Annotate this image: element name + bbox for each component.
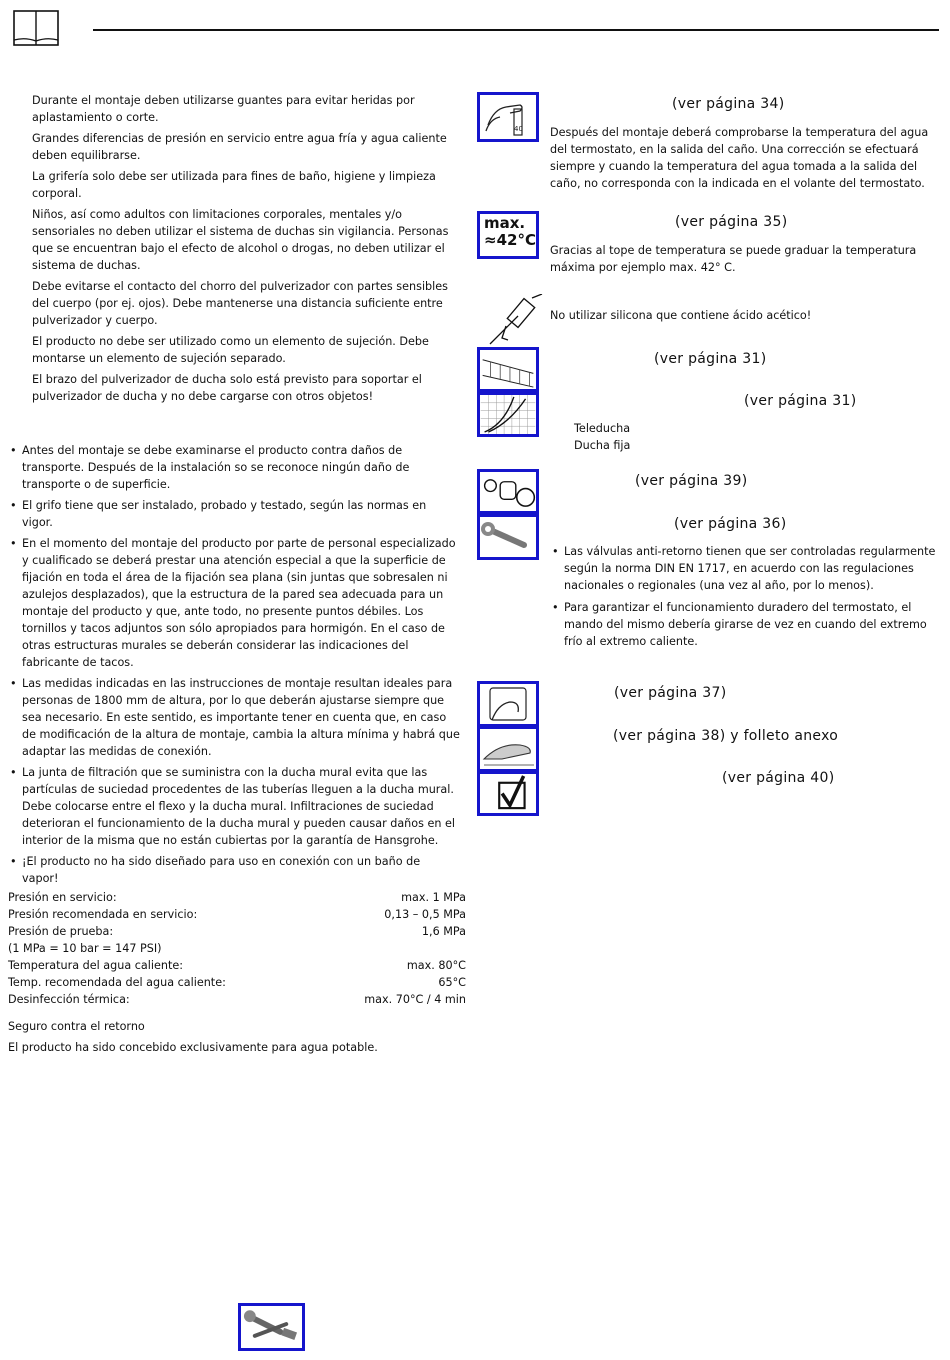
tools-icon	[238, 1303, 305, 1351]
max-temperature-icon	[477, 211, 539, 259]
cleaning-hand-icon	[477, 726, 539, 772]
flow-label: Teleducha	[574, 422, 631, 435]
flow-labels	[574, 420, 630, 454]
warning-text: El producto no debe ser utilizado como un elemento de sujeción. Debe montarse un elemento de sujeción separado.	[32, 335, 429, 365]
warning-text: El brazo del pulverizador de ducha solo está previsto para soportar el pulverizador de ducha y no debe cargarse con otros objetos!	[32, 373, 422, 403]
spec-label: Temperatura del agua caliente:	[8, 959, 183, 972]
spec-label: Temp. recomendada del agua caliente:	[8, 976, 226, 989]
spec-label: Presión recomendada en servicio:	[8, 908, 198, 921]
silicone-gun-icon	[488, 294, 546, 346]
spec-label: Presión en servicio:	[8, 891, 117, 904]
flow-diagram-icon	[477, 392, 539, 437]
page-reference: (ver página 31)	[654, 351, 767, 367]
flow-label: Ducha fija	[574, 439, 631, 452]
svg-text:40: 40	[514, 125, 523, 133]
list-item: • La junta de filtración que se suministra con la ducha mural evita que las partículas de suciedad procedentes de las tuberías lleguen a la ducha mural. Debe colocarse entre el flexo y la ducha mural. Infiltraciones de suciedad deterioran el funcionamiento de la ducha mural y pueden causar daños en el interior de la misma que no están cubiertas por la garantía de Hansgrohe.	[8, 764, 460, 849]
list-item: • Antes del montaje se debe examinarse el producto contra daños de transporte. Después de la instalación so se reconoce ningún daño de transporte o de superficie.	[8, 442, 460, 493]
list-item: • Para garantizar el funcionamiento duradero del termostato, el mando del mismo debería girarse de vez en cuando del extremo frío al extremo caliente.	[550, 599, 942, 650]
measurement-ruler-icon	[477, 347, 539, 392]
warning-text: Durante el montaje deben utilizarse guantes para evitar heridas por aplastamiento o corte.	[32, 94, 415, 124]
potable-water-note: El producto ha sido concebido exclusivamente para agua potable.	[8, 1041, 378, 1054]
page-reference: (ver página 35)	[675, 214, 788, 230]
technical-data	[8, 889, 466, 1056]
spec-label: Desinfección térmica:	[8, 993, 130, 1006]
warning-text: La grifería solo debe ser utilizada para fines de baño, higiene y limpieza corporal.	[32, 170, 436, 200]
maintenance-notes	[550, 543, 942, 655]
warning-text: Debe evitarse el contacto del chorro del pulverizador con partes sensibles del cuerpo (por ej. ojos). Debe mantenerse una distancia suficiente entre pulverizador y cuerpo.	[32, 280, 448, 327]
manual-book-icon	[13, 10, 59, 46]
list-item: • Las medidas indicadas en las instrucciones de montaje resultan ideales para personas de 1800 mm de altura, por lo que deberán ajustarse siempre que sea necesario. En este sentido, es importante tener en cuenta que, en caso de modificación de la altura de montaje, cambia la altura mínima y habrá que adaptar las medidas de conexión.	[8, 675, 460, 760]
spec-value: 0,13 – 0,5 MPa	[384, 908, 466, 921]
wrench-icon	[477, 514, 539, 560]
spec-row	[8, 906, 466, 923]
page-reference: (ver página 39)	[635, 473, 748, 489]
spec-row	[8, 991, 466, 1008]
calibration-text: Después del montaje deberá comprobarse la temperatura del agua del termostato, en la salida del caño. Una corrección se efectuará siempre y cuando la temperatura del agua tomada a la salida del caño, no corresponda con la indicada en el volante del termostato.	[550, 126, 929, 190]
page-reference: (ver página 34)	[672, 96, 785, 112]
spec-value: 65°C	[438, 976, 466, 989]
check-valve-parts-icon	[477, 469, 539, 514]
page-reference: (ver página 31)	[744, 393, 857, 409]
spec-row	[8, 889, 466, 906]
spec-value: max. 1 MPa	[401, 891, 466, 904]
max-icon-temp: ≈42°C	[484, 231, 536, 249]
spec-row	[8, 923, 466, 940]
backflow-note: Seguro contra el retorno	[8, 1020, 145, 1033]
list-item: • Las válvulas anti-retorno tienen que ser controladas regularmente según la norma DIN EN 1717, en acuerdo con las regulaciones nacionales o regionales (una vez al año, por lo menos).	[550, 543, 942, 594]
installation-notes	[8, 442, 460, 891]
list-item: • ¡El producto no ha sido diseñado para uso en conexión con un baño de vapor!	[8, 853, 460, 887]
page-reference: (ver página 37)	[614, 685, 727, 701]
header-rule	[93, 29, 939, 31]
warning-text: Niños, así como adultos con limitaciones corporales, mentales y/o sensoriales no deben utilizar el sistema de duchas sin vigilancia. Personas que se encuentran bajo el efecto de alcohol o drogas, no deben utilizar el sistema de duchas.	[32, 208, 449, 272]
safety-warnings	[32, 92, 464, 409]
spec-value: 1,6 MPa	[421, 925, 466, 938]
spec-row	[8, 974, 466, 991]
spec-row	[8, 940, 466, 957]
list-item: • El grifo tiene que ser instalado, probado y testado, según las normas en vigor.	[8, 497, 460, 531]
spec-row	[8, 957, 466, 974]
page-reference: (ver página 40)	[722, 770, 835, 786]
warning-text: Grandes diferencias de presión en servicio entre agua fría y agua caliente deben equilibrarse.	[32, 132, 447, 162]
lever-hand-icon	[477, 681, 539, 727]
spec-value: max. 70°C / 4 min	[364, 993, 466, 1006]
spec-label: (1 MPa = 10 bar = 147 PSI)	[8, 942, 162, 955]
spec-value: max. 80°C	[406, 959, 466, 972]
temperature-limit-text: Gracias al tope de temperatura se puede graduar la temperatura máxima por ejemplo max. 42° C.	[550, 244, 917, 274]
page-reference: (ver página 36)	[674, 516, 787, 532]
spec-label: Presión de prueba:	[8, 925, 114, 938]
list-item: • En el momento del montaje del producto por parte de personal especializado y cualificado se deberá prestar una atención especial a que la superficie de fijación en toda el área de la fijación sea plana (sin juntas que sobresalen ni azulejos desplazados), que la estructura de la pared sea adecuada para un montaje del producto y que, ante todo, no presente puntos débiles. Los tornillos y tacos adjuntos son sólo apropiados para hormigón. En el caso de otras estructuras murales se deberán considerar las indicaciones del fabricante de tacos.	[8, 535, 460, 671]
thermometer-hand-icon	[477, 92, 539, 142]
silicone-warning-text: No utilizar silicona que contiene ácido acético!	[550, 309, 812, 322]
checkmark-icon	[477, 771, 539, 816]
max-icon-text: max.	[484, 214, 526, 232]
page-reference: (ver página 38) y folleto anexo	[613, 728, 839, 744]
